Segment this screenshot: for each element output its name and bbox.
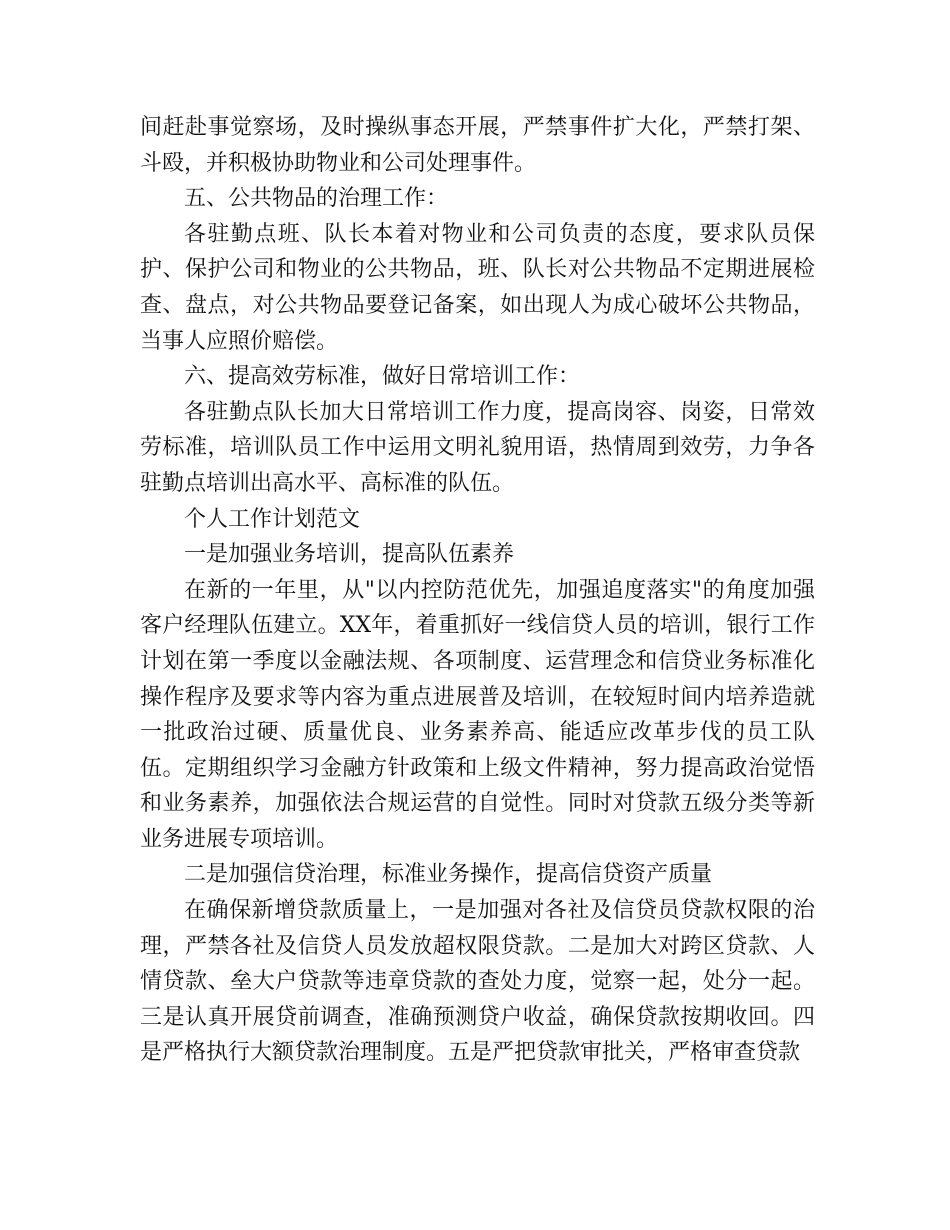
- document-body: [140, 110, 815, 1071]
- heading-credit-management: 二是加强信贷治理，标准业务操作，提高信贷资产质量: [184, 862, 713, 888]
- paragraph-credit-management: 在确保新增贷款质量上，一是加强对各社及信贷员贷款权限的治理，严禁各社及信贷人员发放超权限贷款。二是加大对跨区贷款、人情贷款、垒大户贷款等违章贷款的查处力度，觉察一起，处分一起。三是认真开展贷前调查，准确预测贷户收益，确保贷款按期收回。四是严格执行大额贷款治理制度。五是严把贷款审批关，严格审查贷款: [140, 898, 815, 1066]
- heading-service-standard: 六、提高效劳标准，做好日常培训工作：: [184, 364, 581, 390]
- heading-public-goods: 五、公共物品的治理工作：: [184, 186, 449, 212]
- paragraph-service-standard: 各驻勤点队长加大日常培训工作力度，提高岗容、岗姿，日常效劳标准，培训队员工作中运用文明礼貌用语，热情周到效劳，力争各驻勤点培训出高水平、高标准的队伍。: [140, 399, 815, 496]
- heading-training: 一是加强业务培训，提高队伍素养: [184, 542, 515, 568]
- heading-personal-plan: 个人工作计划范文: [184, 506, 361, 532]
- paragraph-continued: 间赶赴事觉察场，及时操纵事态开展，严禁事件扩大化，严禁打架、斗殴，并积极协助物业和公司处理事件。: [140, 115, 815, 176]
- paragraph-training: 在新的一年里，从"以内控防范优先，加强追度落实"的角度加强客户经理队伍建立。XX年，着重抓好一线信贷人员的培训，银行工作计划在第一季度以金融法规、各项制度、运营理念和信贷业务标准化操作程序及要求等内容为重点进展普及培训，在较短时间内培养造就一批政治过硬、质量优良、业务素养高、能适应改革步伐的员工队伍。定期组织学习金融方针政策和上级文件精神，努力提高政治觉悟和业务素养，加强依法合规运营的自觉性。同时对贷款五级分类等新业务进展专项培训。: [140, 577, 815, 852]
- paragraph-public-goods: 各驻勤点班、队长本着对物业和公司负责的态度，要求队员保护、保护公司和物业的公共物品，班、队长对公共物品不定期进展检查、盘点，对公共物品要登记备案，如出现人为成心破坏公共物品，当事人应照价赔偿。: [140, 221, 815, 354]
